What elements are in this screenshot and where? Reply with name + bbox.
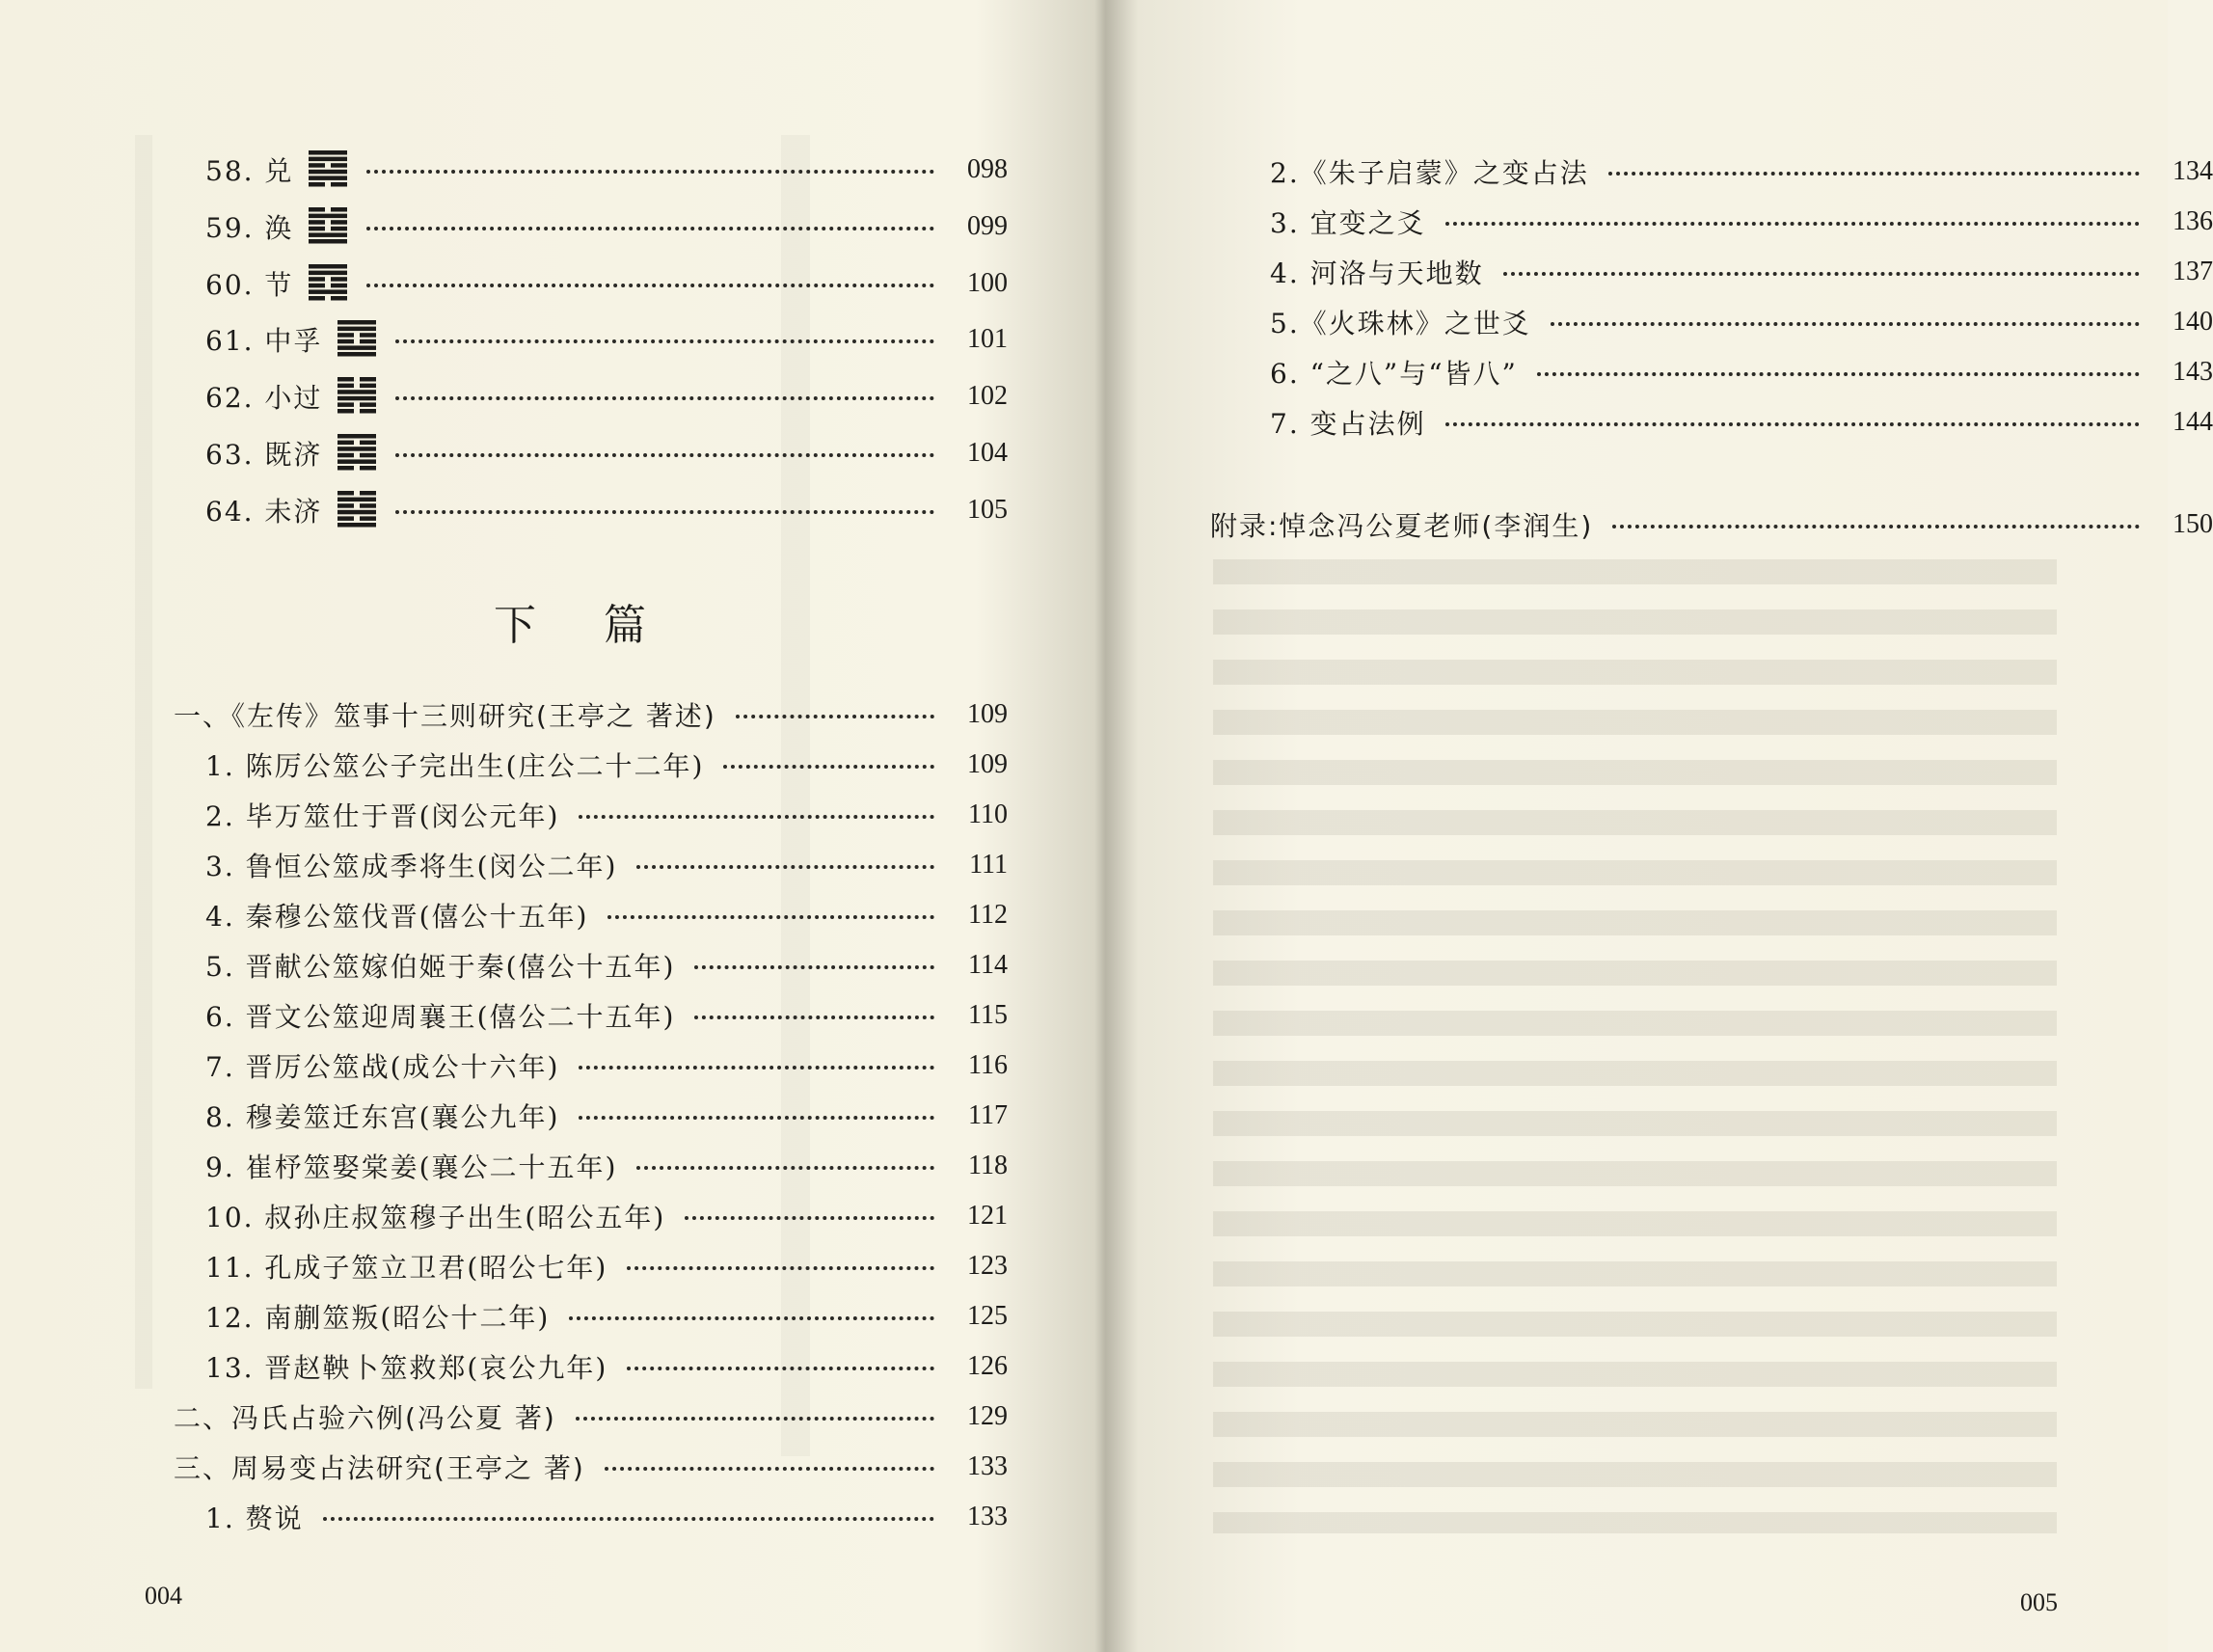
toc-entry[interactable] bbox=[205, 1492, 1008, 1542]
toc-entry-label: 11. 孔成子筮立卫君(昭公七年) bbox=[205, 1252, 608, 1284]
dot-leader bbox=[569, 1316, 934, 1320]
toc-entry-page: 137 bbox=[2173, 257, 2213, 286]
hexagram-symbol-icon bbox=[337, 320, 376, 359]
toc-entry-label: 60. 节 bbox=[205, 268, 294, 301]
toc-entry[interactable] bbox=[205, 990, 1008, 1041]
right-page bbox=[1104, 0, 2213, 1652]
bleed-through-column bbox=[135, 135, 152, 1389]
dot-leader bbox=[736, 715, 934, 718]
toc-entry-appendix[interactable] bbox=[1210, 500, 2213, 550]
toc-entry-page: 117 bbox=[968, 1100, 1008, 1130]
toc-entry-page: 109 bbox=[967, 749, 1008, 779]
dot-leader bbox=[607, 915, 934, 919]
toc-entry[interactable] bbox=[205, 1141, 1008, 1191]
toc-entry-label: 59. 涣 bbox=[205, 211, 294, 244]
toc-entry-page: 140 bbox=[2173, 307, 2213, 337]
toc-entry[interactable] bbox=[205, 840, 1008, 890]
hexagram-symbol-icon bbox=[337, 491, 376, 529]
dot-leader bbox=[579, 1116, 934, 1120]
toc-entry[interactable] bbox=[205, 485, 1008, 535]
toc-entry-page: 136 bbox=[2173, 206, 2213, 236]
toc-entry[interactable] bbox=[1270, 247, 2213, 297]
toc-entry-label: 9. 崔杼筮娶棠姜(襄公二十五年) bbox=[205, 1151, 618, 1183]
toc-entry[interactable] bbox=[205, 258, 1008, 309]
toc-entry-page: 109 bbox=[967, 699, 1008, 729]
hexagram-symbol-icon bbox=[309, 150, 347, 189]
dot-leader bbox=[395, 510, 934, 514]
toc-entry-page: 143 bbox=[2173, 357, 2213, 387]
toc-entry-page: 114 bbox=[968, 950, 1008, 980]
toc-entry[interactable] bbox=[205, 1291, 1008, 1341]
dot-leader bbox=[366, 227, 934, 230]
toc-entry[interactable] bbox=[205, 1091, 1008, 1141]
toc-entry-label: 4. 河洛与天地数 bbox=[1270, 257, 1484, 289]
toc-entry-label: 3. 宜变之爻 bbox=[1270, 207, 1426, 239]
toc-entry-label: 2.《朱子启蒙》之变占法 bbox=[1270, 157, 1589, 189]
toc-entry-page: 134 bbox=[2173, 156, 2213, 186]
toc-entry-page: 101 bbox=[967, 324, 1008, 355]
toc-entry-page: 150 bbox=[2173, 509, 2213, 539]
toc-entry-page: 125 bbox=[967, 1301, 1008, 1331]
toc-entry-page: 105 bbox=[967, 494, 1008, 525]
toc-entry-label: 1. 赘说 bbox=[205, 1503, 304, 1534]
toc-entry[interactable] bbox=[205, 1241, 1008, 1291]
dot-leader bbox=[723, 765, 934, 769]
toc-entry-label: 8. 穆姜筮迁东宫(襄公九年) bbox=[205, 1101, 560, 1133]
dot-leader bbox=[576, 1417, 934, 1421]
toc-entry[interactable] bbox=[174, 1442, 1008, 1492]
toc-entry[interactable] bbox=[205, 428, 1008, 478]
toc-entry-label: 4. 秦穆公筮伐晋(僖公十五年) bbox=[205, 901, 589, 933]
toc-entry-page: 129 bbox=[967, 1401, 1008, 1431]
toc-entry-page: 133 bbox=[967, 1451, 1008, 1481]
toc-entry[interactable] bbox=[205, 371, 1008, 421]
dot-leader bbox=[627, 1266, 934, 1270]
toc-entry-page: 121 bbox=[967, 1201, 1008, 1231]
toc-entry[interactable] bbox=[1270, 147, 2213, 197]
section-title: 下篇 bbox=[494, 601, 714, 650]
toc-entry-label: 12. 南蒯筮叛(昭公十二年) bbox=[205, 1302, 551, 1334]
toc-entry-label: 7. 晋厉公筮战(成公十六年) bbox=[205, 1051, 560, 1083]
toc-entry-label: 64. 未济 bbox=[205, 495, 323, 528]
page-number-left: 004 bbox=[145, 1582, 182, 1610]
toc-entry[interactable] bbox=[205, 314, 1008, 365]
hexagram-symbol-icon bbox=[309, 264, 347, 303]
dot-leader bbox=[395, 339, 934, 343]
toc-entry[interactable] bbox=[205, 940, 1008, 990]
dot-leader bbox=[636, 1166, 934, 1170]
toc-entry-label: 1. 陈厉公筮公子完出生(庄公二十二年) bbox=[205, 750, 705, 782]
dot-leader bbox=[579, 1066, 934, 1070]
dot-leader bbox=[605, 1467, 934, 1471]
toc-entry-page: 133 bbox=[967, 1502, 1008, 1531]
toc-entry[interactable] bbox=[205, 1341, 1008, 1392]
dot-leader bbox=[1551, 322, 2140, 326]
toc-entry-label: 5. 晋献公筮嫁伯姬于秦(僖公十五年) bbox=[205, 951, 676, 983]
dot-leader bbox=[1445, 422, 2140, 426]
toc-entry[interactable] bbox=[205, 890, 1008, 940]
toc-entry-label: 5.《火珠林》之世爻 bbox=[1270, 308, 1531, 339]
toc-entry-page: 126 bbox=[967, 1351, 1008, 1381]
toc-entry[interactable] bbox=[205, 145, 1008, 195]
dot-leader bbox=[694, 1016, 934, 1019]
dot-leader bbox=[627, 1367, 934, 1370]
dot-leader bbox=[694, 965, 934, 969]
toc-entry-page: 111 bbox=[969, 850, 1008, 880]
toc-entry-label: 6. “之八”与“皆八” bbox=[1270, 358, 1518, 390]
toc-entry-page: 098 bbox=[967, 154, 1008, 184]
toc-entry-label: 7. 变占法例 bbox=[1270, 408, 1426, 440]
toc-entry-label: 61. 中孚 bbox=[205, 325, 323, 358]
toc-entry-page: 118 bbox=[968, 1151, 1008, 1180]
toc-entry[interactable] bbox=[205, 1041, 1008, 1091]
toc-entry[interactable] bbox=[1270, 397, 2213, 447]
dot-leader bbox=[1445, 222, 2140, 226]
dot-leader bbox=[366, 284, 934, 287]
dot-leader bbox=[1612, 525, 2140, 528]
toc-entry[interactable] bbox=[1270, 347, 2213, 397]
dot-leader bbox=[579, 815, 934, 819]
toc-entry[interactable] bbox=[174, 1392, 1008, 1442]
left-page bbox=[0, 0, 1094, 1652]
dot-leader bbox=[1537, 372, 2140, 376]
toc-entry-page: 115 bbox=[968, 1000, 1008, 1030]
toc-entry-page: 112 bbox=[968, 900, 1008, 930]
dot-leader bbox=[366, 170, 934, 174]
toc-entry-label: 二、冯氏占验六例(冯公夏 著) bbox=[174, 1402, 556, 1434]
dot-leader bbox=[685, 1216, 934, 1220]
toc-entry[interactable] bbox=[205, 1191, 1008, 1241]
toc-entry[interactable] bbox=[205, 740, 1008, 790]
toc-entry-label: 63. 既济 bbox=[205, 439, 323, 471]
toc-entry-label: 62. 小过 bbox=[205, 382, 323, 415]
dot-leader bbox=[395, 396, 934, 400]
toc-entry-label: 2. 毕万筮仕于晋(闵公元年) bbox=[205, 800, 560, 832]
toc-entry-label: 附录:悼念冯公夏老师(李润生) bbox=[1210, 510, 1594, 542]
toc-entry-label: 10. 叔孙庄叔筮穆子出生(昭公五年) bbox=[205, 1202, 666, 1233]
toc-entry-label: 三、周易变占法研究(王亭之 著) bbox=[174, 1452, 585, 1484]
toc-entry-page: 104 bbox=[967, 438, 1008, 468]
toc-entry-page: 123 bbox=[967, 1251, 1008, 1281]
dot-leader bbox=[1503, 272, 2140, 276]
toc-entry-page: 116 bbox=[968, 1050, 1008, 1080]
page-number-right: 005 bbox=[2020, 1588, 2058, 1616]
dot-leader bbox=[636, 865, 934, 869]
toc-entry[interactable] bbox=[1270, 297, 2213, 347]
toc-entry[interactable] bbox=[205, 790, 1008, 840]
toc-entry-page: 144 bbox=[2173, 407, 2213, 437]
hexagram-symbol-icon bbox=[337, 377, 376, 416]
hexagram-symbol-icon bbox=[337, 434, 376, 473]
toc-entry[interactable] bbox=[174, 690, 1008, 740]
dot-leader bbox=[1608, 172, 2140, 176]
toc-entry-label: 3. 鲁恒公筮成季将生(闵公二年) bbox=[205, 851, 618, 882]
toc-entry[interactable] bbox=[205, 202, 1008, 252]
bleed-through-text bbox=[1213, 559, 2057, 1533]
dot-leader bbox=[323, 1517, 934, 1521]
toc-entry-page: 110 bbox=[968, 799, 1008, 829]
toc-entry-page: 102 bbox=[967, 381, 1008, 412]
dot-leader bbox=[395, 453, 934, 457]
toc-entry-label: 一、《左传》筮事十三则研究(王亭之 著述) bbox=[174, 700, 716, 732]
toc-entry-label: 6. 晋文公筮迎周襄王(僖公二十五年) bbox=[205, 1001, 676, 1033]
toc-entry-page: 100 bbox=[967, 267, 1008, 298]
toc-entry-page: 099 bbox=[967, 210, 1008, 241]
toc-entry[interactable] bbox=[1270, 197, 2213, 247]
toc-entry-label: 13. 晋赵鞅卜筮救郑(哀公九年) bbox=[205, 1352, 608, 1384]
hexagram-symbol-icon bbox=[309, 207, 347, 246]
toc-entry-label: 58. 兑 bbox=[205, 155, 294, 187]
